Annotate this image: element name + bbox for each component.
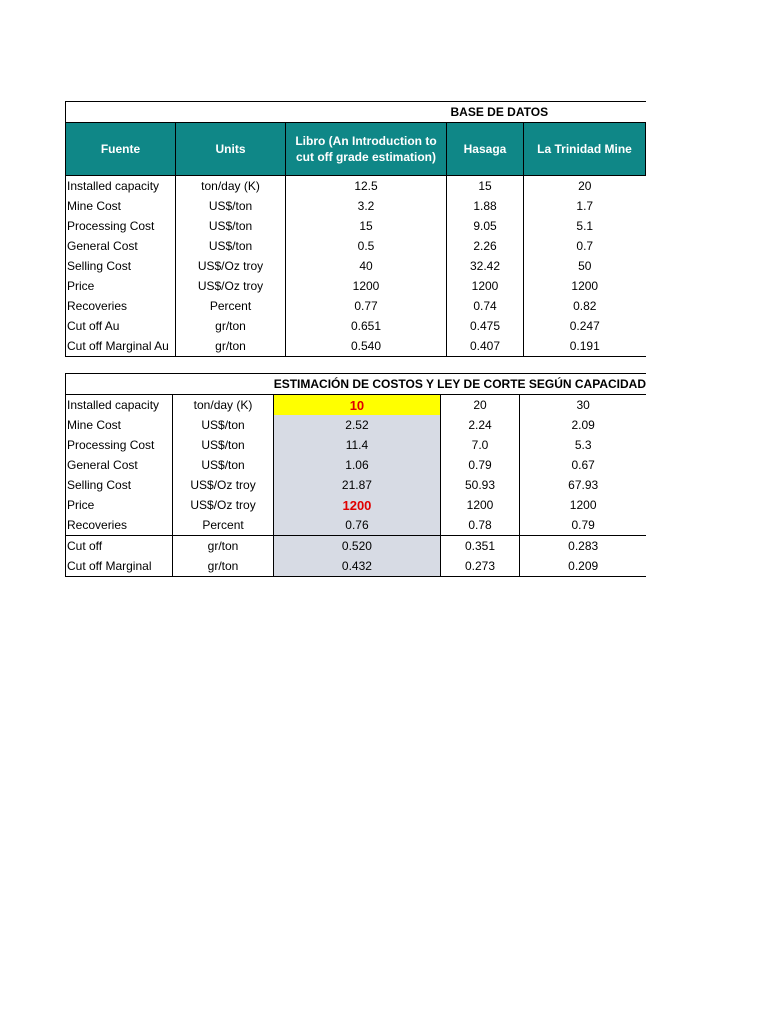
table-cell[interactable]: 15 <box>286 216 447 236</box>
table-cell[interactable]: gr/ton <box>172 536 273 557</box>
table-row <box>66 475 647 495</box>
table-cell[interactable]: 0.7 <box>524 236 646 256</box>
table-cell[interactable]: 5.3 <box>520 435 646 455</box>
table-cell[interactable]: US$/Oz troy <box>176 256 286 276</box>
table-cell[interactable]: 0.273 <box>440 556 520 577</box>
table-row <box>66 455 647 475</box>
cell[interactable] <box>286 102 447 123</box>
table-cell[interactable]: 0.209 <box>520 556 646 577</box>
table-row <box>66 495 647 515</box>
table-cell[interactable]: Recoveries <box>67 518 128 532</box>
table-cell[interactable]: 0.540 <box>286 336 447 357</box>
table-cell[interactable]: Processing Cost <box>67 438 155 452</box>
estimation-table <box>65 373 646 577</box>
table-cell[interactable]: Installed capacity <box>67 398 160 412</box>
table-cell[interactable]: 1200 <box>274 495 440 515</box>
table-cell[interactable]: 1.7 <box>524 196 646 216</box>
table-cell[interactable]: 21.87 <box>274 475 440 495</box>
table-cell[interactable]: 0.475 <box>447 316 524 336</box>
table-cell[interactable]: 0.77 <box>286 296 447 316</box>
table-cell[interactable]: 0.76 <box>274 515 440 536</box>
table-cell[interactable]: 1200 <box>440 495 520 515</box>
table-cell[interactable]: 20 <box>524 176 646 197</box>
table-cell[interactable]: Cut off Marginal <box>66 556 173 577</box>
table-row <box>66 415 647 435</box>
table-cell[interactable]: Price <box>67 498 95 512</box>
table-cell[interactable]: 0.79 <box>440 455 520 475</box>
table-cell[interactable]: Percent <box>176 296 286 316</box>
table-cell[interactable]: 2.26 <box>447 236 524 256</box>
table-cell[interactable]: 5.1 <box>524 216 646 236</box>
table-cell[interactable]: Percent <box>172 515 273 536</box>
table-cell[interactable]: Price <box>67 279 95 293</box>
table-cell[interactable]: 1.88 <box>447 196 524 216</box>
database-table <box>65 101 646 357</box>
table-cell[interactable]: US$/ton <box>176 216 286 236</box>
table-cell[interactable]: 2.24 <box>440 415 520 435</box>
database-title[interactable]: BASE DE DATOS <box>447 102 646 123</box>
table-cell[interactable]: 40 <box>286 256 447 276</box>
table-cell[interactable]: 7.0 <box>440 435 520 455</box>
table-cell[interactable]: 0.79 <box>520 515 646 536</box>
table-cell[interactable]: 2.52 <box>274 415 440 435</box>
table-cell[interactable]: gr/ton <box>172 556 273 577</box>
table-row <box>66 336 646 357</box>
table-cell[interactable]: 0.67 <box>520 455 646 475</box>
table-cell[interactable]: 1200 <box>286 276 447 296</box>
table-cell[interactable]: US$/ton <box>172 415 273 435</box>
table-cell[interactable]: 0.247 <box>524 316 646 336</box>
table-cell[interactable]: 0.520 <box>274 536 440 557</box>
table-cell[interactable]: 0.74 <box>447 296 524 316</box>
table-cell[interactable]: Selling Cost <box>67 478 132 492</box>
table-cell[interactable]: 9.05 <box>447 216 524 236</box>
table-cell[interactable]: 1.06 <box>274 455 440 475</box>
header-libro[interactable]: Libro (An Introduction to cut off grade estimation) <box>286 123 447 176</box>
table-cell[interactable]: General Cost <box>67 458 138 472</box>
cell[interactable] <box>172 374 273 395</box>
table-cell[interactable]: 50 <box>524 256 646 276</box>
table-row <box>66 395 647 416</box>
table-cell[interactable]: General Cost <box>67 239 138 253</box>
table-cell[interactable]: Selling Cost <box>67 259 132 273</box>
table-cell[interactable]: 0.651 <box>286 316 447 336</box>
header-la-trinidad[interactable]: La Trinidad Mine <box>524 123 646 176</box>
table-cell[interactable]: Recoveries <box>67 299 128 313</box>
table-title-row <box>66 374 647 395</box>
table-cell[interactable]: gr/ton <box>176 316 286 336</box>
table-cell[interactable]: 0.78 <box>440 515 520 536</box>
table-cell[interactable]: Processing Cost <box>67 219 155 233</box>
table-cell[interactable]: 12.5 <box>286 176 447 197</box>
table-cell[interactable]: 2.09 <box>520 415 646 435</box>
table-row <box>66 515 647 536</box>
table-cell[interactable]: US$/ton <box>176 196 286 216</box>
table-cell[interactable]: 3.2 <box>286 196 447 216</box>
table-cell[interactable]: 30 <box>520 395 646 416</box>
cell[interactable] <box>66 374 173 395</box>
table-cell[interactable]: US$/Oz troy <box>172 495 273 515</box>
table-cell[interactable]: 20 <box>440 395 520 416</box>
table-cell[interactable]: 67.93 <box>520 475 646 495</box>
header-row <box>66 123 646 176</box>
table-cell[interactable]: 0.82 <box>524 296 646 316</box>
header-hasaga[interactable]: Hasaga <box>447 123 524 176</box>
table-cell[interactable]: Cut off Au <box>67 319 120 333</box>
table-cell[interactable]: Mine Cost <box>67 199 122 213</box>
table-cell[interactable]: Mine Cost <box>67 418 122 432</box>
table-row <box>66 176 646 197</box>
table-cell[interactable]: ton/day (K) <box>172 395 273 416</box>
table-row <box>66 216 646 236</box>
cell[interactable] <box>66 102 176 123</box>
table-row <box>66 256 646 276</box>
table-row <box>66 236 646 256</box>
table-cell[interactable]: 0.283 <box>520 536 646 557</box>
table-cell[interactable]: 50.93 <box>440 475 520 495</box>
table-cell[interactable]: 1200 <box>524 276 646 296</box>
table-title-row <box>66 102 646 123</box>
table-cell[interactable]: 1200 <box>520 495 646 515</box>
table-row <box>66 276 646 296</box>
table-cell[interactable]: Cut off Marginal Au <box>66 336 176 357</box>
table-cell[interactable]: 0.432 <box>274 556 440 577</box>
table-cell[interactable]: 0.5 <box>286 236 447 256</box>
table-row <box>66 196 646 216</box>
table-cell[interactable]: 32.42 <box>447 256 524 276</box>
table-cell[interactable]: US$/ton <box>172 455 273 475</box>
table-cell[interactable]: 0.407 <box>447 336 524 357</box>
estimation-title[interactable]: ESTIMACIÓN DE COSTOS Y LEY DE CORTE SEGÚN CAPACIDAD <box>274 374 646 395</box>
database-body <box>66 176 646 357</box>
table-cell[interactable]: 10 <box>274 395 440 416</box>
estimation-body <box>66 395 647 577</box>
table-cell[interactable]: 11.4 <box>274 435 440 455</box>
table-cell[interactable]: 1200 <box>447 276 524 296</box>
table-cell[interactable]: Installed capacity <box>67 179 160 193</box>
table-row <box>66 435 647 455</box>
table-cell[interactable]: US$/Oz troy <box>176 276 286 296</box>
table-row <box>66 556 647 577</box>
table-cell[interactable]: US$/ton <box>172 435 273 455</box>
header-fuente[interactable]: Fuente <box>66 123 176 176</box>
table-row <box>66 536 647 557</box>
table-cell[interactable]: Cut off <box>66 536 173 557</box>
table-cell[interactable]: 0.351 <box>440 536 520 557</box>
table-cell[interactable]: 0.191 <box>524 336 646 357</box>
header-units[interactable]: Units <box>176 123 286 176</box>
table-cell[interactable]: ton/day (K) <box>176 176 286 197</box>
table-row <box>66 316 646 336</box>
table-cell[interactable]: 15 <box>447 176 524 197</box>
table-row <box>66 296 646 316</box>
table-cell[interactable]: US$/ton <box>176 236 286 256</box>
cell[interactable] <box>176 102 286 123</box>
table-cell[interactable]: US$/Oz troy <box>172 475 273 495</box>
table-cell[interactable]: gr/ton <box>176 336 286 357</box>
